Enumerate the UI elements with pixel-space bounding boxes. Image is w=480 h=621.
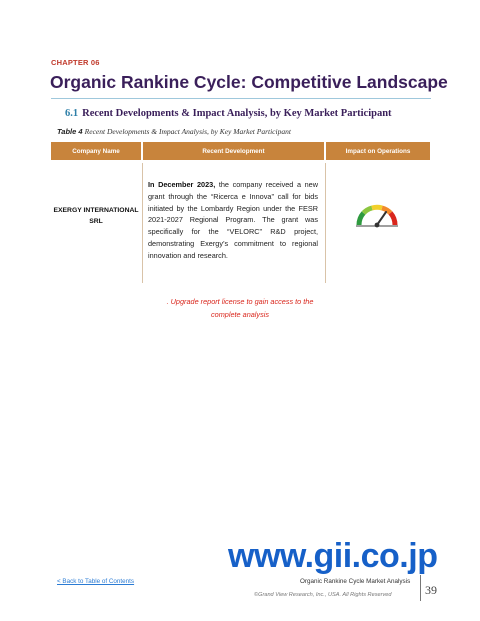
footer-report-title: Organic Rankine Cycle Market Analysis <box>300 578 411 585</box>
impact-gauge-icon <box>354 203 400 229</box>
upgrade-notice-line: complete analysis <box>211 309 269 319</box>
column-header-development: Recent Development <box>143 142 324 160</box>
table-caption <box>57 127 291 136</box>
column-divider <box>142 163 143 283</box>
back-to-contents-link[interactable]: < Back to Table of Contents <box>57 578 135 585</box>
column-divider <box>325 163 326 283</box>
company-name-line: SRL <box>89 218 103 225</box>
footer-divider <box>420 575 421 601</box>
development-date: In December 2023, <box>148 180 216 189</box>
company-name-cell <box>51 205 141 227</box>
section-heading <box>65 108 392 119</box>
table-caption-label: Table 4 <box>57 127 83 136</box>
development-cell <box>148 179 318 262</box>
development-text: the company received a new grant through the “Ricerca e Innova” call for bids initiated by the Lombardy Region under the FESR 2021-2027 Regional Program. The grant was specifically for the “VELORC” R&D project, demonstrating Exergy’s commitment to regional innovation and research. <box>148 180 318 260</box>
watermark-logo: www.gii.co.jp <box>228 537 438 575</box>
page-number: 39 <box>425 583 437 597</box>
upgrade-notice[interactable] <box>140 296 340 321</box>
footer-copyright: ©Grand View Research, Inc., USA. All Rights Reserved <box>254 592 392 598</box>
page-title: Organic Rankine Cycle: Competitive Landscape <box>50 72 448 92</box>
column-header-impact: Impact on Operations <box>326 142 430 160</box>
company-name-line: EXERGY INTERNATIONAL <box>53 207 139 214</box>
section-title: Recent Developments & Impact Analysis, by Key Market Participant <box>82 108 392 119</box>
table-caption-text: Recent Developments & Impact Analysis, by Key Market Participant <box>84 127 291 136</box>
column-header-company: Company Name <box>51 142 141 160</box>
title-divider <box>51 98 431 99</box>
section-number: 6.1 <box>65 108 79 119</box>
chapter-label: CHAPTER 06 <box>51 58 100 67</box>
upgrade-notice-line: . Upgrade report license to gain access to the <box>166 297 314 306</box>
